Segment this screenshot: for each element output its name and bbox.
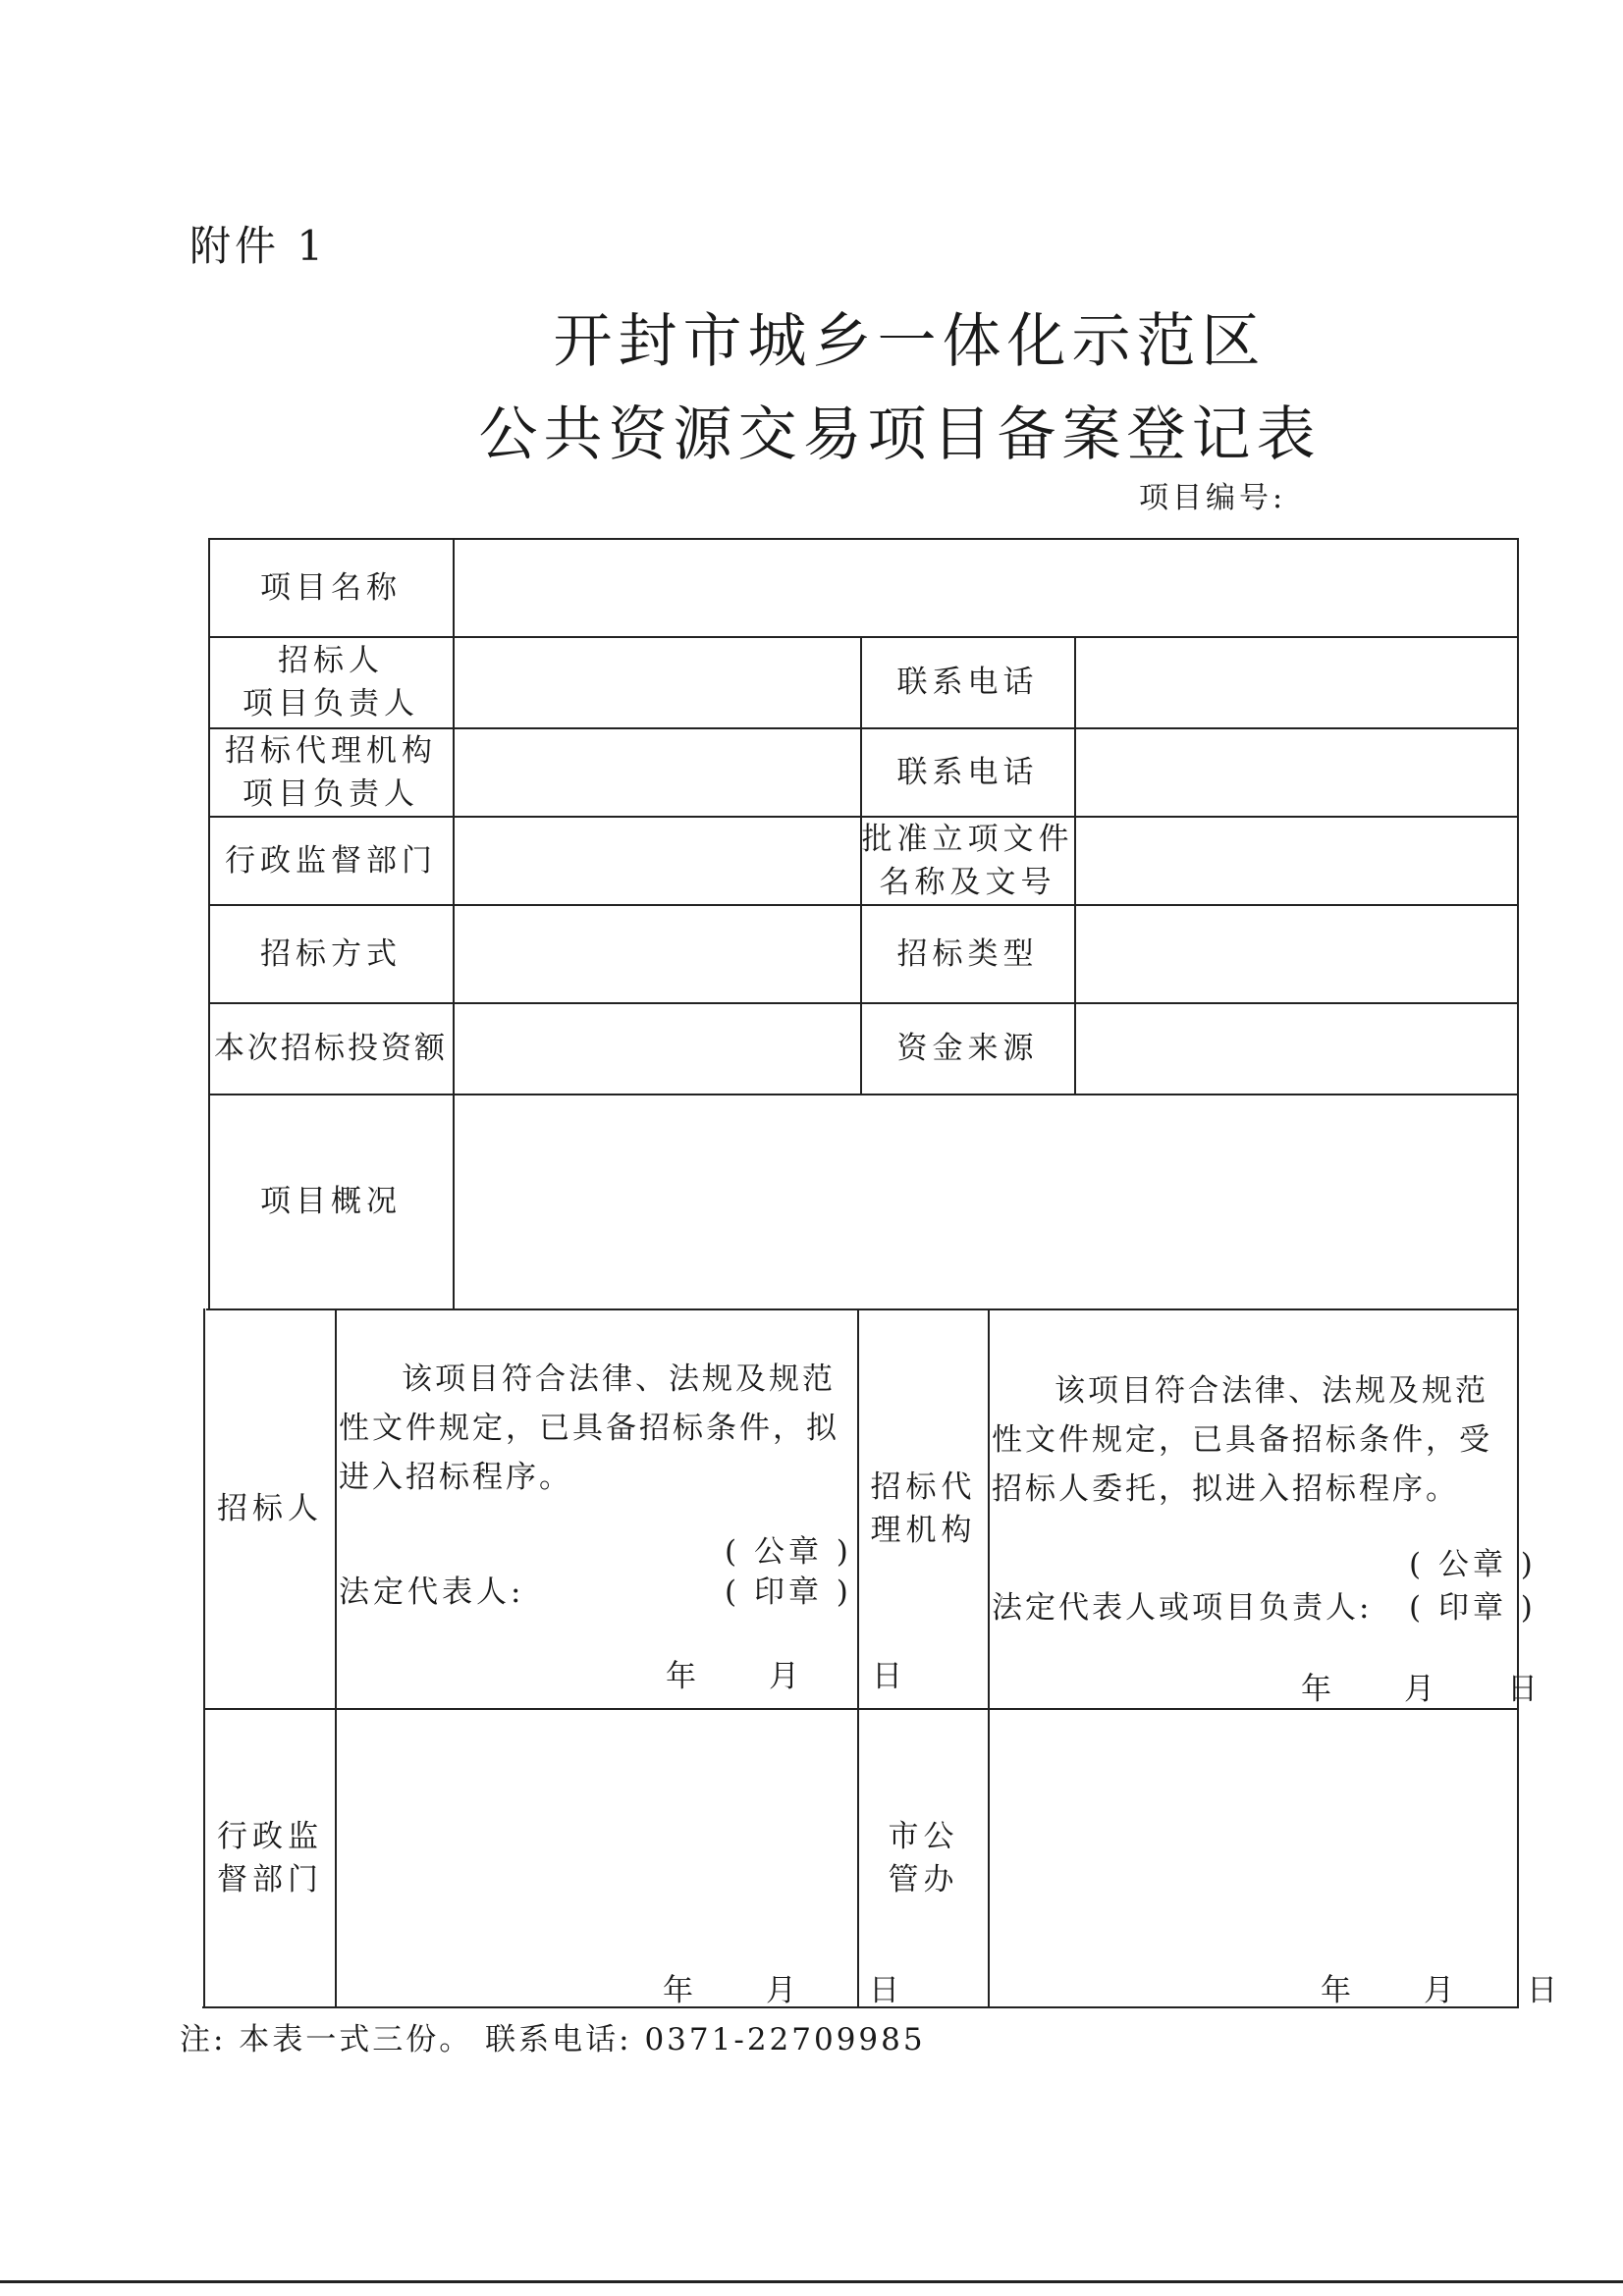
label-tender-type: 招标类型 [896, 935, 1039, 972]
tenderer-legal-rep-label: 法定代表人: [339, 1575, 525, 1610]
attachment-label: 附件 1 [189, 222, 328, 270]
label-phone-1: 联系电话 [896, 665, 1039, 700]
page-bottom-rule [0, 2280, 1623, 2283]
label-investment: 本次招标投资额 [214, 1031, 448, 1066]
tenderer-date: 年 月 日 [666, 1659, 906, 1694]
label-public-resource-office: 市公 管办 [888, 1818, 959, 1897]
page-title-line2: 公共资源交易项目备案登记表 [478, 400, 1322, 469]
footer-note: 注: 本表一式三份。 联系电话: 0371-22709985 [180, 2022, 926, 2057]
label-phone-2: 联系电话 [896, 754, 1039, 790]
project-number-label: 项目编号: [1139, 481, 1287, 515]
agency-official-seal: ( 公章 ) [1409, 1547, 1537, 1582]
agency-personal-seal: ( 印章 ) [1409, 1590, 1537, 1626]
label-tender-agency: 招标代 理机构 [870, 1469, 977, 1548]
label-tenderer: 招标人 [217, 1491, 323, 1526]
label-project-name: 项目名称 [260, 569, 402, 606]
tenderer-official-seal: ( 公章 ) [725, 1534, 852, 1570]
label-admin-dept: 行政监督部门 [225, 842, 437, 879]
admin-date: 年 月 日 [663, 1973, 903, 2008]
agency-date: 年 月 日 [1301, 1672, 1542, 1707]
label-agency-lead: 招标代理机构 项目负责人 [225, 732, 437, 812]
office-date: 年 月 日 [1321, 1973, 1561, 2008]
agency-rep-label: 法定代表人或项目负责人: [992, 1590, 1373, 1626]
label-project-overview: 项目概况 [260, 1184, 402, 1219]
label-admin-supervisor: 行政监 督部门 [217, 1818, 323, 1897]
tenderer-statement: 该项目符合法律、法规及规范性文件规定，已具备招标条件，拟进入招标程序。 [339, 1362, 839, 1495]
agency-statement: 该项目符合法律、法规及规范性文件规定，已具备招标条件，受招标人委托，拟进入招标程序。 [992, 1373, 1492, 1507]
label-approval-doc: 批准立项文件 名称及文号 [861, 821, 1074, 900]
page-title-line1: 开封市城乡一体化示范区 [553, 307, 1267, 376]
label-tenderer-lead: 招标人 项目负责人 [243, 643, 419, 721]
tenderer-personal-seal: ( 印章 ) [725, 1575, 852, 1610]
label-tender-method: 招标方式 [260, 935, 402, 972]
label-fund-source: 资金来源 [896, 1031, 1039, 1066]
